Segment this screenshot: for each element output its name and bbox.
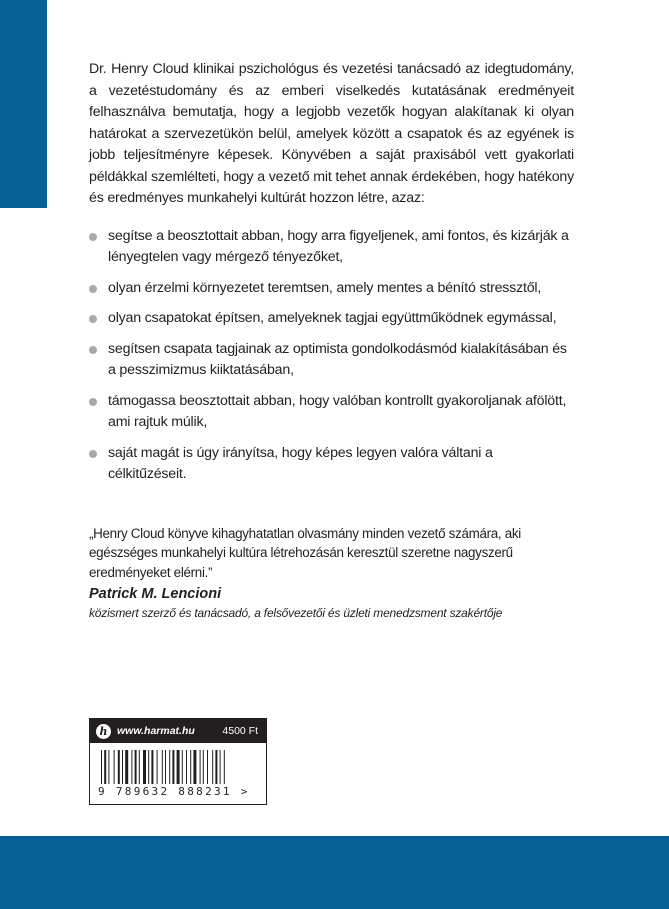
barcode-bar [182, 750, 183, 784]
barcode-bar [114, 750, 115, 784]
intro-paragraph: Dr. Henry Cloud klinikai pszichológus és vezetési tanácsadó az idegtudomány, a vezetéstudomány és az emberi viselkedés kutatásának eredményeit felhasználva bemutatja, hogy a legjobb vezetők hogyan alakítanak ki olyan határokat a szervezetükön belül, amelyek között a csapatok és az egyének is jobb teljesítményre képesek. Könyvében a saját praxisából vett gyakorlati példákkal szemlélteti, hogy a vezető mit tehet annak érdekében, hogy hatékony és eredményes munkahelyi kultúrát hozzon létre, azaz: [89, 61, 574, 206]
barcode-bar [118, 750, 120, 784]
quote-author: Patrick M. Lencioni [89, 586, 222, 602]
bottom-blue-band [0, 836, 669, 909]
list-item: segítse a beosztottait abban, hogy arra figyeljenek, ami fontos, és kizárják a lényegtelen vagy mérgező tényezőket, [89, 226, 574, 269]
barcode-bar [143, 750, 146, 784]
barcode-bar [151, 750, 153, 784]
price-label: 4500 Ft [222, 725, 258, 737]
bullet-icon [89, 285, 97, 293]
barcode-bar [108, 750, 109, 784]
list-item: saját magát is úgy irányítsa, hogy képes legyen valóra váltani a célkitűzéseit. [89, 443, 574, 486]
barcode-bar [193, 750, 196, 784]
barcode-bar [104, 750, 106, 784]
left-blue-band [0, 0, 47, 208]
barcode-bar [212, 750, 213, 784]
barcode-bar [101, 750, 102, 784]
barcode-bars [99, 750, 257, 784]
list-item: támogassa beosztottait abban, hogy valóban kontrollt gyakoroljanak afölött, ami rajtuk múlik, [89, 391, 574, 434]
barcode-digits: 9 789632 888231 > [98, 785, 250, 798]
barcode-bar [172, 750, 174, 784]
barcode-bar [207, 750, 208, 784]
barcode-bar [200, 750, 201, 784]
barcode-bar [165, 750, 166, 784]
publisher-site: www.harmat.hu [117, 725, 195, 737]
list-item: olyan csapatokat építsen, amelyeknek tagjai együttműködnek egymással, [89, 308, 574, 330]
barcode-bar [157, 750, 158, 784]
barcode-bar [148, 750, 149, 784]
barcode-bar [162, 750, 163, 784]
bullet-list [89, 226, 574, 486]
barcode-bar [177, 750, 180, 784]
barcode-label [89, 718, 267, 805]
barcode-bar [139, 750, 140, 784]
barcode-header [90, 719, 266, 743]
barcode-bar [215, 750, 217, 784]
barcode-bar [131, 750, 132, 784]
barcode-bar [125, 750, 128, 784]
barcode-bar [122, 750, 123, 784]
barcode-bar [220, 750, 221, 784]
list-item: olyan érzelmi környezetet teremtsen, amely mentes a bénító stressztől, [89, 278, 574, 300]
barcode-bar [190, 750, 191, 784]
bullet-icon [89, 398, 97, 406]
back-cover-text [89, 59, 574, 621]
author-description: közismert szerző és tanácsadó, a felsővezetői és üzleti menedzsment szakértője [89, 606, 503, 620]
barcode-bar [135, 750, 137, 784]
publisher-logo-icon: h [96, 724, 111, 739]
barcode-bar [169, 750, 170, 784]
barcode-bar [224, 750, 225, 784]
bullet-icon [89, 450, 97, 458]
bullet-icon [89, 346, 97, 354]
bullet-icon [89, 315, 97, 323]
list-item: segítsen csapata tagjainak az optimista gondolkodásmód kialakításában és a pesszimizmus kiiktatásában, [89, 339, 574, 382]
barcode-bar [186, 750, 187, 784]
barcode-bar [203, 750, 204, 784]
endorsement-quote: „Henry Cloud könyve kihagyhatatlan olvasmány minden vezető számára, aki egészséges munkahelyi kultúra létrehozásán keresztül szeretne nagyszerű eredményeket elérni.” [89, 525, 521, 580]
bullet-icon [89, 233, 97, 241]
